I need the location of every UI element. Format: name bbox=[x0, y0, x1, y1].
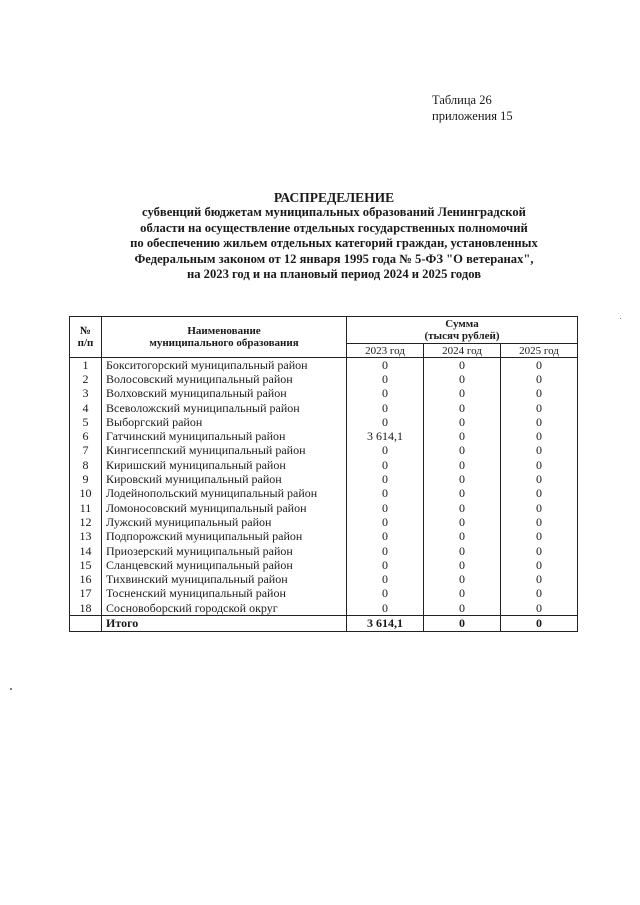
row-value-2024: 0 bbox=[424, 444, 501, 458]
row-value-2025: 0 bbox=[501, 544, 578, 558]
row-value-2025: 0 bbox=[501, 429, 578, 443]
row-value-2024: 0 bbox=[424, 401, 501, 415]
row-value-2023: 0 bbox=[347, 472, 424, 486]
table-row bbox=[70, 458, 578, 472]
row-value-2024: 0 bbox=[424, 501, 501, 515]
table-row bbox=[70, 372, 578, 386]
row-value-2023: 0 bbox=[347, 558, 424, 572]
row-name: Кингисеппский муниципальный район bbox=[102, 444, 347, 458]
row-num: 12 bbox=[70, 515, 102, 529]
scan-speck bbox=[10, 688, 12, 690]
row-value-2023: 0 bbox=[347, 387, 424, 401]
row-name: Всеволожский муниципальный район bbox=[102, 401, 347, 415]
col-sum-header: Сумма (тысяч рублей) bbox=[347, 317, 578, 344]
table-row bbox=[70, 572, 578, 586]
row-name: Подпорожский муниципальный район bbox=[102, 530, 347, 544]
row-name: Выборгский район bbox=[102, 415, 347, 429]
table-row bbox=[70, 387, 578, 401]
row-num: 17 bbox=[70, 587, 102, 601]
row-value-2023: 0 bbox=[347, 501, 424, 515]
row-value-2024: 0 bbox=[424, 515, 501, 529]
row-value-2024: 0 bbox=[424, 530, 501, 544]
title-line: субвенций бюджетам муниципальных образований Ленинградской bbox=[142, 205, 526, 220]
row-value-2024: 0 bbox=[424, 387, 501, 401]
row-value-2023: 0 bbox=[347, 572, 424, 586]
row-name: Лодейнопольский муниципальный район bbox=[102, 487, 347, 501]
row-value-2025: 0 bbox=[501, 387, 578, 401]
row-name: Приозерский муниципальный район bbox=[102, 544, 347, 558]
table-row bbox=[70, 544, 578, 558]
table-row bbox=[70, 515, 578, 529]
row-value-2024: 0 bbox=[424, 415, 501, 429]
row-value-2024: 0 bbox=[424, 472, 501, 486]
row-value-2025: 0 bbox=[501, 558, 578, 572]
row-num: 1 bbox=[70, 358, 102, 373]
row-num: 11 bbox=[70, 501, 102, 515]
table-row bbox=[70, 487, 578, 501]
table-row bbox=[70, 415, 578, 429]
row-value-2025: 0 bbox=[501, 401, 578, 415]
row-name: Ломоносовский муниципальный район bbox=[102, 501, 347, 515]
row-value-2023: 0 bbox=[347, 444, 424, 458]
total-2025: 0 bbox=[501, 616, 578, 631]
row-name: Лужский муниципальный район bbox=[102, 515, 347, 529]
title-line: на 2023 год и на плановый период 2024 и 2025 годов bbox=[186, 267, 482, 282]
row-value-2023: 0 bbox=[347, 401, 424, 415]
row-value-2024: 0 bbox=[424, 358, 501, 373]
table-row bbox=[70, 501, 578, 515]
total-row bbox=[70, 616, 578, 631]
row-value-2024: 0 bbox=[424, 572, 501, 586]
row-num: 13 bbox=[70, 530, 102, 544]
table-row bbox=[70, 401, 578, 415]
row-num: 9 bbox=[70, 472, 102, 486]
row-num: 2 bbox=[70, 372, 102, 386]
row-value-2023: 0 bbox=[347, 515, 424, 529]
table-row bbox=[70, 472, 578, 486]
row-name: Кировский муниципальный район bbox=[102, 472, 347, 486]
year-2024-header: 2024 год bbox=[424, 344, 501, 358]
table-row bbox=[70, 444, 578, 458]
row-value-2023: 0 bbox=[347, 358, 424, 373]
title-heading: РАСПРЕДЕЛЕНИЕ bbox=[273, 190, 395, 205]
row-num: 15 bbox=[70, 558, 102, 572]
row-value-2023: 3 614,1 bbox=[347, 429, 424, 443]
row-name: Тихвинский муниципальный район bbox=[102, 572, 347, 586]
row-name: Киришский муниципальный район bbox=[102, 458, 347, 472]
title-line: по обеспечению жильем отдельных категорий граждан, установленных bbox=[130, 236, 538, 251]
distribution-table bbox=[69, 316, 578, 632]
row-value-2023: 0 bbox=[347, 372, 424, 386]
row-value-2024: 0 bbox=[424, 587, 501, 601]
row-value-2025: 0 bbox=[501, 472, 578, 486]
row-num: 16 bbox=[70, 572, 102, 586]
row-value-2023: 0 bbox=[347, 415, 424, 429]
row-value-2025: 0 bbox=[501, 415, 578, 429]
row-value-2025: 0 bbox=[501, 358, 578, 373]
row-value-2024: 0 bbox=[424, 558, 501, 572]
row-value-2024: 0 bbox=[424, 601, 501, 616]
scan-speck bbox=[620, 318, 621, 319]
row-num: 18 bbox=[70, 601, 102, 616]
row-value-2025: 0 bbox=[501, 458, 578, 472]
row-name: Гатчинский муниципальный район bbox=[102, 429, 347, 443]
table-row bbox=[70, 358, 578, 373]
row-value-2024: 0 bbox=[424, 458, 501, 472]
table-row bbox=[70, 587, 578, 601]
row-name: Тосненский муниципальный район bbox=[102, 587, 347, 601]
appendix-label: приложения 15 bbox=[432, 109, 513, 123]
row-name: Волосовский муниципальный район bbox=[102, 372, 347, 386]
table-row bbox=[70, 429, 578, 443]
table-row bbox=[70, 530, 578, 544]
total-label: Итого bbox=[102, 616, 347, 631]
row-name: Волховский муниципальный район bbox=[102, 387, 347, 401]
row-value-2023: 0 bbox=[347, 544, 424, 558]
document-title bbox=[96, 190, 572, 282]
row-value-2023: 0 bbox=[347, 530, 424, 544]
row-num: 6 bbox=[70, 429, 102, 443]
row-num: 10 bbox=[70, 487, 102, 501]
row-value-2025: 0 bbox=[501, 530, 578, 544]
col-num-header: № п/п bbox=[70, 317, 102, 358]
row-name: Бокситогорский муниципальный район bbox=[102, 358, 347, 373]
row-value-2025: 0 bbox=[501, 572, 578, 586]
total-num bbox=[70, 616, 102, 631]
row-name: Сланцевский муниципальный район bbox=[102, 558, 347, 572]
row-value-2025: 0 bbox=[501, 372, 578, 386]
row-value-2024: 0 bbox=[424, 487, 501, 501]
row-value-2023: 0 bbox=[347, 458, 424, 472]
row-value-2025: 0 bbox=[501, 587, 578, 601]
row-name: Сосновоборский городской округ bbox=[102, 601, 347, 616]
row-num: 5 bbox=[70, 415, 102, 429]
row-value-2025: 0 bbox=[501, 515, 578, 529]
table-body bbox=[70, 358, 578, 616]
row-value-2024: 0 bbox=[424, 544, 501, 558]
row-num: 8 bbox=[70, 458, 102, 472]
table-reference bbox=[432, 92, 513, 124]
row-num: 3 bbox=[70, 387, 102, 401]
row-num: 4 bbox=[70, 401, 102, 415]
row-value-2024: 0 bbox=[424, 372, 501, 386]
table-row bbox=[70, 601, 578, 616]
title-line: Федеральным законом от 12 января 1995 года № 5-ФЗ "О ветеранах", bbox=[134, 251, 534, 266]
row-value-2025: 0 bbox=[501, 601, 578, 616]
total-2024: 0 bbox=[424, 616, 501, 631]
table-row bbox=[70, 558, 578, 572]
row-value-2025: 0 bbox=[501, 444, 578, 458]
row-value-2025: 0 bbox=[501, 501, 578, 515]
year-2025-header: 2025 год bbox=[501, 344, 578, 358]
total-2023: 3 614,1 bbox=[347, 616, 424, 631]
row-value-2024: 0 bbox=[424, 429, 501, 443]
row-value-2023: 0 bbox=[347, 587, 424, 601]
row-value-2025: 0 bbox=[501, 487, 578, 501]
title-line: области на осуществление отдельных государственных полномочий bbox=[140, 220, 528, 235]
year-2023-header: 2023 год bbox=[347, 344, 424, 358]
table-label: Таблица 26 bbox=[432, 93, 492, 107]
col-name-header: Наименование муниципального образования bbox=[102, 317, 347, 358]
row-num: 7 bbox=[70, 444, 102, 458]
row-value-2023: 0 bbox=[347, 487, 424, 501]
row-value-2023: 0 bbox=[347, 601, 424, 616]
row-num: 14 bbox=[70, 544, 102, 558]
